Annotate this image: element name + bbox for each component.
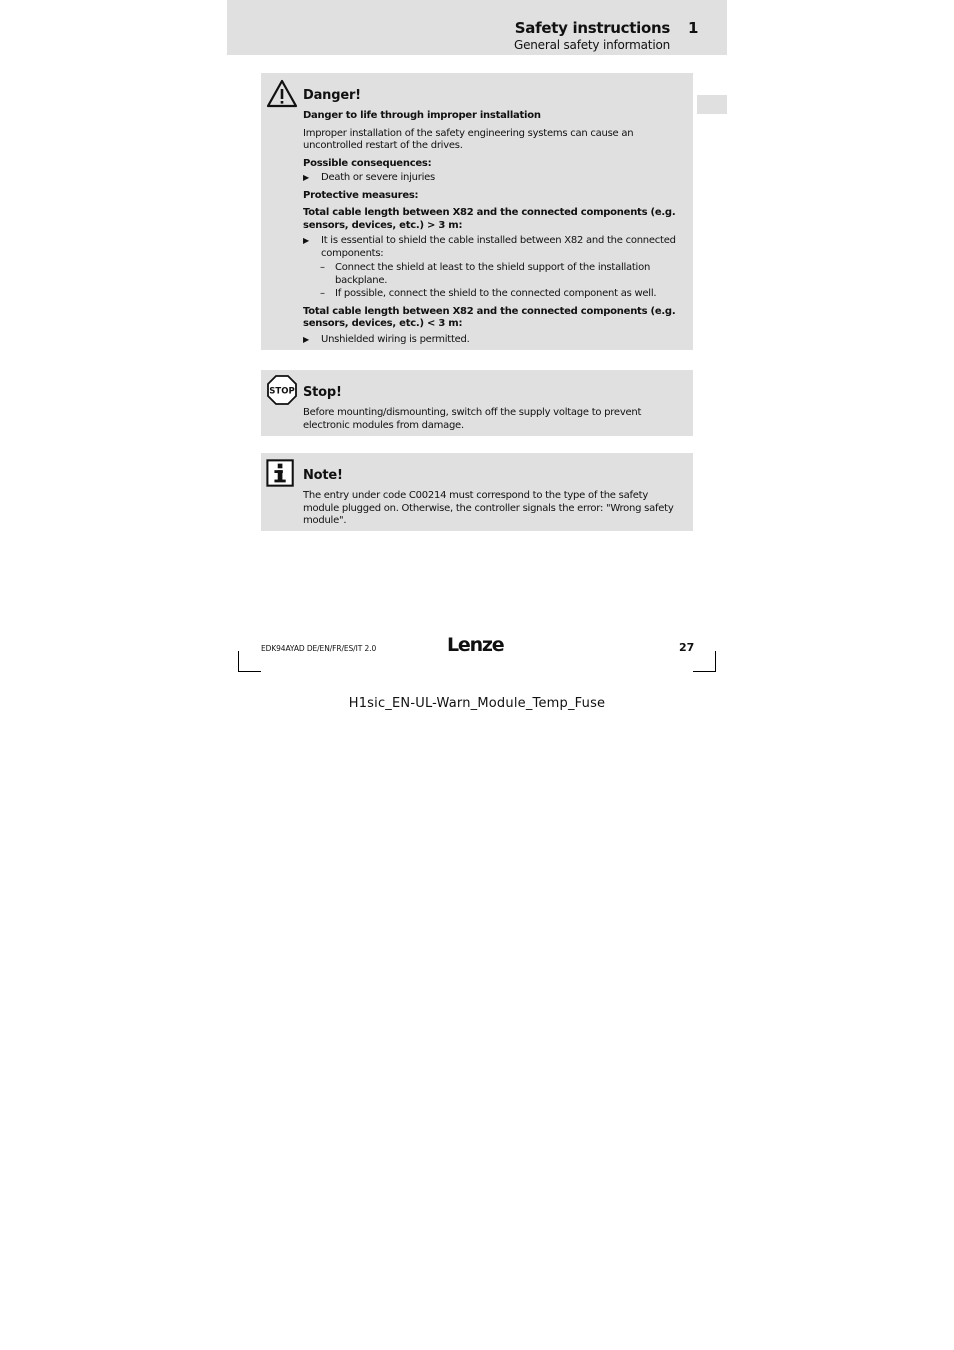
danger-content bbox=[303, 110, 685, 348]
consequence-item: ▶ Death or severe injuries bbox=[303, 172, 685, 185]
page-subtitle: General safety information bbox=[514, 38, 670, 52]
case1-dash-2: – If possible, connect the shield to the connected component as well. bbox=[303, 288, 685, 301]
note-box bbox=[261, 453, 693, 531]
case1-dash-1: – Connect the shield at least to the shield support of the installation backplane. bbox=[303, 262, 685, 287]
page-title: Safety instructions bbox=[514, 19, 670, 37]
source-file-name: H1sic_EN-UL-Warn_Module_Temp_Fuse bbox=[348, 696, 606, 711]
case1-bullet: ▶ It is essential to shield the cable installed between X82 and the connected components: bbox=[303, 235, 685, 260]
page-number: 27 bbox=[679, 641, 695, 654]
danger-box bbox=[261, 73, 693, 350]
danger-heading: Danger! bbox=[303, 88, 361, 103]
crop-mark-right-vertical bbox=[715, 651, 716, 672]
case1-label: Total cable length between X82 and the connected components (e.g. sensors, devices, etc.) > 3 m: bbox=[303, 207, 676, 231]
case2-label: Total cable length between X82 and the connected components (e.g. sensors, devices, etc.) < 3 m: bbox=[303, 305, 676, 329]
note-text: The entry under code C00214 must correspond to the type of the safety module plugged on. Otherwise, the controller signals the error: "Wrong safety module". bbox=[303, 490, 674, 526]
crop-mark-right-horizontal bbox=[693, 671, 716, 672]
case2-bullet: ▶ Unshielded wiring is permitted. bbox=[303, 334, 685, 347]
language-side-tab bbox=[697, 95, 727, 114]
stop-content bbox=[303, 407, 685, 432]
document-code: EDK94AYAD DE/EN/FR/ES/IT 2.0 bbox=[261, 644, 377, 653]
measures-label: Protective measures: bbox=[303, 189, 419, 201]
stop-icon-text: STOP bbox=[269, 386, 295, 397]
danger-intro: Improper installation of the safety engineering systems can cause an uncontrolled restart of the drives. bbox=[303, 127, 634, 151]
chapter-number: 1 bbox=[688, 19, 699, 37]
stop-box bbox=[261, 370, 693, 436]
stop-heading: Stop! bbox=[303, 385, 342, 400]
note-heading: Note! bbox=[303, 468, 343, 483]
stop-text: Before mounting/dismounting, switch off the supply voltage to prevent electronic modules from damage. bbox=[303, 407, 642, 431]
danger-subheading: Danger to life through improper installation bbox=[303, 110, 541, 121]
consequences-label: Possible consequences: bbox=[303, 157, 432, 169]
warning-triangle-icon bbox=[266, 79, 298, 109]
crop-mark-left-horizontal bbox=[238, 671, 261, 672]
crop-mark-left-vertical bbox=[238, 651, 239, 672]
note-content bbox=[303, 490, 685, 528]
lenze-logo: Lenze bbox=[447, 634, 504, 656]
info-icon bbox=[266, 458, 296, 488]
stop-sign-icon bbox=[266, 375, 298, 405]
